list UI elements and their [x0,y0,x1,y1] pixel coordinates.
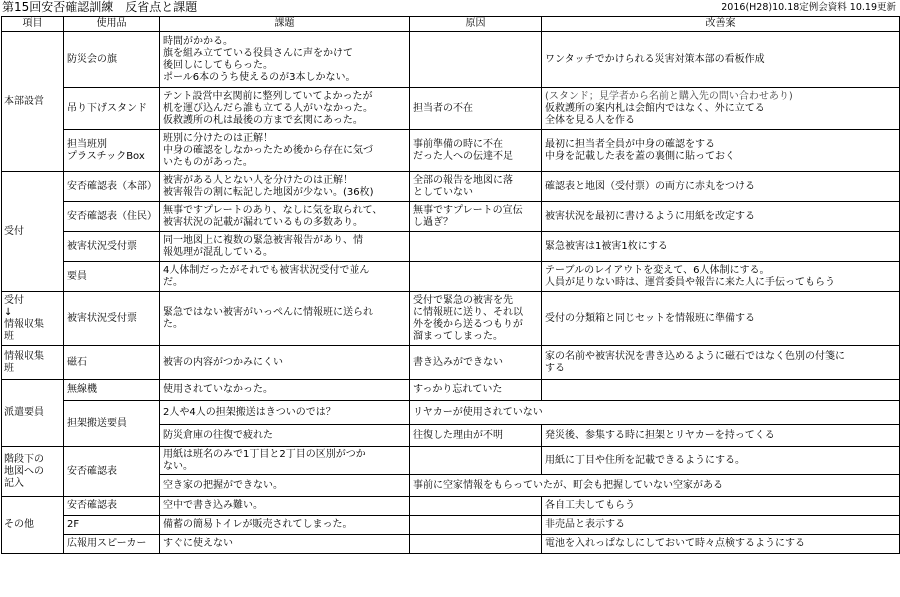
category-cell: 受付 [2,172,64,292]
issue-cell: 防災倉庫の往復で疲れた [160,425,410,447]
improvement-cell: 確認表と地図（受付票）の両方に赤丸をつける [542,172,900,202]
header-cause: 原因 [410,17,542,32]
improvement-cell: 受付の分類箱と同じセットを情報班に準備する [542,292,900,346]
improvement-cell: (スタンド；見学者から名前と購入先の問い合わせあり) 仮救護所の案内札は会館内ではなく、外に立てる 全体を見る人を作る [542,88,900,130]
review-table [1,16,900,554]
header-row [2,17,900,32]
header-item: 使用品 [64,17,160,32]
cause-cell [410,262,542,292]
cause-cell: 事前に空家情報をもらっていたが、町会も把握していない空家がある [410,475,900,497]
date-note: 2016(H28)10.18定例会資料 10.19更新 [721,2,896,13]
improvement-cell: ワンタッチでかけられる災害対策本部の看板作成 [542,32,900,88]
improvement-cell: 家の名前や被害状況を書き込めるように磁石ではなく色別の付箋に する [542,346,900,380]
page-title: 第15回安否確認訓練 反省点と課題 [2,0,198,14]
improvement-cell: 電池を入れっぱなしにしておいて時々点検するようにする [542,535,900,554]
table-row [2,32,900,88]
item-cell: 安否確認表（住民） [64,202,160,232]
improvement-cell: 用紙に丁目や住所を記載できるようにする。 [542,447,900,475]
table-row [2,401,900,425]
issue-cell: 被害の内容がつかみにくい [160,346,410,380]
header-improvement: 改善案 [542,17,900,32]
item-cell: 2F [64,516,160,535]
category-cell: 階段下の 地図への 記入 [2,447,64,497]
issue-cell: 2人や4人の担架搬送はきついのでは？ [160,401,410,425]
item-cell: 担当班別 プラスチックBox [64,130,160,172]
category-cell: 受付 ↓ 情報収集 班 [2,292,64,346]
item-cell: 無線機 [64,380,160,401]
item-cell: 広報用スピーカー [64,535,160,554]
issue-cell: 緊急ではない被害がいっぺんに情報班に送られ た。 [160,292,410,346]
improvement-cell [542,380,900,401]
item-cell: 防災会の旗 [64,32,160,88]
category-cell: その他 [2,497,64,554]
issue-cell: 4人体制だったがそれでも被害状況受付で並ん だ。 [160,262,410,292]
improvement-cell: 緊急被害は1被害1枚にする [542,232,900,262]
cause-cell [410,516,542,535]
table-row [2,346,900,380]
table-row [2,497,900,516]
issue-cell: テント設営中玄関前に整列していてよかったが 机を運び込んだら誰も立てる人がいなかった。 仮救護所の札は最後の方まで玄関にあった。 [160,88,410,130]
table-row [2,232,900,262]
improvement-cell: 被害状況を最初に書けるように用紙を改定する [542,202,900,232]
item-cell: 安否確認表（本部） [64,172,160,202]
cause-cell: 担当者の不在 [410,88,542,130]
table-row [2,130,900,172]
cause-cell [410,497,542,516]
cause-cell: リヤカーが使用されていない [410,401,900,425]
issue-cell: 空中で書き込み難い。 [160,497,410,516]
table-row [2,202,900,232]
item-cell: 安否確認表 [64,447,160,497]
category-cell: 本部設営 [2,32,64,172]
category-cell: 情報収集 班 [2,346,64,380]
issue-cell: 時間がかかる。 旗を組み立てている役員さんに声をかけて 後回しにしてもらった。 ポール6本のうち使えるのが3本しかない。 [160,32,410,88]
improvement-cell: 最初に担当者全員が中身の確認をする 中身を記載した表を蓋の裏側に貼っておく [542,130,900,172]
improvement-cell: テーブルのレイアウトを変えて、6人体制にする。 人員が足りない時は、運営委員や報告に来た人に手伝ってもらう [542,262,900,292]
table-row [2,447,900,475]
cause-cell [410,447,542,475]
item-cell: 安否確認表 [64,497,160,516]
cause-cell [410,32,542,88]
issue-cell: 用紙は班名のみで1丁目と2丁目の区別がつか ない。 [160,447,410,475]
issue-cell: 使用されていなかった。 [160,380,410,401]
cause-cell: すっかり忘れていた [410,380,542,401]
table-row [2,172,900,202]
cause-cell [410,535,542,554]
improvement-cell: 各自工夫してもらう [542,497,900,516]
category-cell: 派遣要員 [2,380,64,447]
issue-cell: 同一地図上に複数の緊急被害報告があり、情 報処理が混乱している。 [160,232,410,262]
issue-cell: すぐに使えない [160,535,410,554]
item-cell: 被害状況受付票 [64,232,160,262]
cause-cell: 事前準備の時に不在 だった人への伝達不足 [410,130,542,172]
cause-cell: 往復した理由が不明 [410,425,542,447]
table-row [2,516,900,535]
item-cell: 磁石 [64,346,160,380]
cause-cell: 無事ですプレートの宣伝 し過ぎ？ [410,202,542,232]
improvement-cell: 非売品と表示する [542,516,900,535]
improvement-cell: 発災後、参集する時に担架とリヤカーを持ってくる [542,425,900,447]
issue-cell: 無事ですプレートのあり、なしに気を取られて、 被害状況の記載が漏れているもの多数あり。 [160,202,410,232]
issue-cell: 空き家の把握ができない。 [160,475,410,497]
header-issue: 課題 [160,17,410,32]
cause-cell [410,232,542,262]
issue-cell: 備蓄の簡易トイレが販売されてしまった。 [160,516,410,535]
cause-cell: 全部の報告を地図に落 としていない [410,172,542,202]
issue-cell: 被害がある人とない人を分けたのは正解！ 被害報告の割に転記した地図が少ない。(36枚) [160,172,410,202]
item-cell: 吊り下げスタンド [64,88,160,130]
cause-cell: 受付で緊急の被害を先 に情報班に送り、それ以 外を後から送るつもりが 溜まってしまった。 [410,292,542,346]
table-row [2,262,900,292]
table-row [2,88,900,130]
item-cell: 被害状況受付票 [64,292,160,346]
item-cell: 要員 [64,262,160,292]
cause-cell: 書き込みができない [410,346,542,380]
issue-cell: 班別に分けたのは正解！ 中身の確認をしなかったため後から存在に気づ いたものがあった。 [160,130,410,172]
item-cell: 担架搬送要員 [64,401,160,447]
table-row [2,380,900,401]
header-category: 項目 [2,17,64,32]
table-row [2,292,900,346]
table-row [2,535,900,554]
